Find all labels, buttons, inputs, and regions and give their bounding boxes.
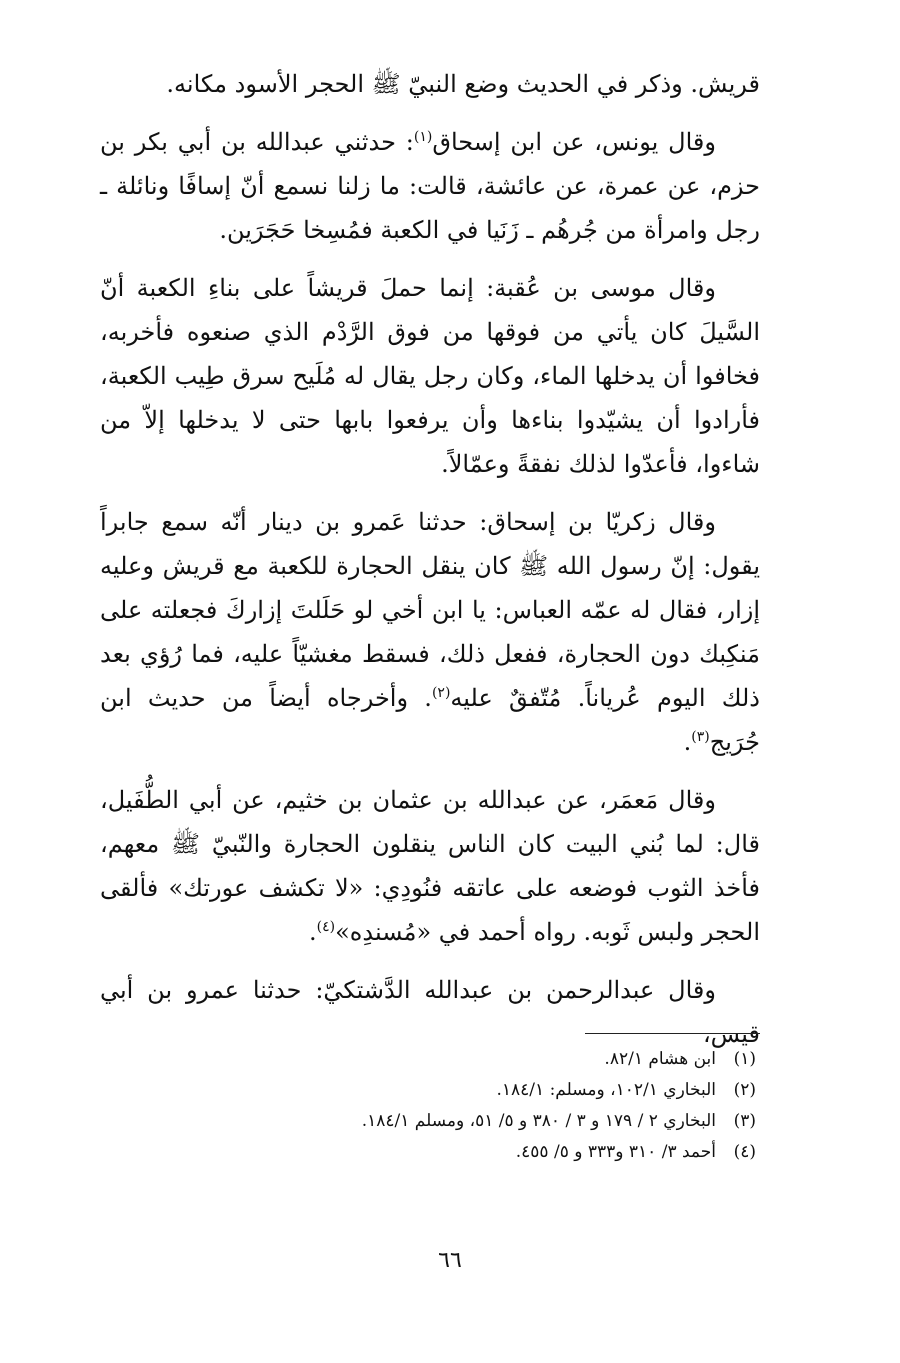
footnote-marker[interactable]: (١)	[413, 129, 433, 145]
footnotes	[100, 1044, 760, 1168]
footnote	[100, 1106, 760, 1137]
footnote-text: ابن هشام ٨٢/١.	[604, 1049, 716, 1069]
paragraph	[100, 62, 760, 106]
paragraph	[100, 266, 760, 486]
footnote-number: (١)	[733, 1049, 756, 1069]
paragraph-text: وقال عبدالرحمن بن عبدالله الدَّشتكيّ: حدثنا عمرو بن أبي قيس،	[100, 976, 760, 1048]
paragraph-text: وقال موسى بن عُقبة: إنما حملَ قريشاً على بناءِ الكعبة أنّ السَّيلَ كان يأتي من فوقها من فوق الرَّدْم الذي صنعوه فأخربه، فخافوا أن يدخلها الماء، وكان رجل يقال له مُلَيح سرق طِيب الكعبة، فأرادوا أن يشيّدوا بناءها وأن يرفعوا بابها حتى لا يدخلها إلاّ من شاءوا، فأعدّوا لذلك نفقةً وعمّالاً.	[100, 274, 760, 478]
footnote-number: (٤)	[733, 1142, 756, 1162]
paragraph	[100, 120, 760, 252]
paragraph-text: قريش. وذكر في الحديث وضع النبيّ ﷺ الحجر الأسود مكانه.	[166, 70, 760, 98]
footnote	[100, 1075, 760, 1106]
footnote	[100, 1044, 760, 1075]
footnote-number: (٣)	[733, 1111, 756, 1131]
paragraph-text: وقال زكريّا بن إسحاق: حدثنا عَمرو بن دينار أنّه سمع جابراً يقول: إنّ رسول الله ﷺ كان ينقل الحجارة للكعبة مع قريش وعليه إزار، فقال له عمّه العباس: يا ابن أخي لو حَلَلتَ إزاركَ فجعلته على مَنكِبك دون الحجارة، ففعل ذلك، فسقط مغشيّاً عليه، فما رُؤي بعد ذلك اليوم عُرياناً. مُتّفقٌ عليه	[100, 508, 760, 712]
paragraph-text: .	[308, 918, 317, 946]
paragraph	[100, 968, 760, 1056]
footnote-text: البخاري ١٠٢/١، ومسلم: ١٨٤/١.	[496, 1080, 716, 1100]
footnote-marker[interactable]: (٣)	[691, 729, 710, 745]
footnote-number: (٢)	[733, 1080, 756, 1100]
footnote-divider	[585, 1033, 760, 1034]
paragraph	[100, 500, 760, 764]
paragraph-text: وقال مَعمَر، عن عبدالله بن عثمان بن خثيم، عن أبي الطُّفَيل، قال: لما بُني البيت كان الناس ينقلون الحجارة والنّبيّ ﷺ معهم، فأخذ الثوب فوضعه على عاتقه فنُودِي: «لا تكشف عورتك» فألقى الحجر ولبس ثَوبه. رواه أحمد في «مُسندِه»	[100, 786, 760, 946]
paragraph-text: : حدثني عبدالله بن أبي بكر بن حزم، عن عمرة، عن عائشة، قالت: ما زلنا نسمع أنّ إسافًا ونائلة ـ رجل وامرأة من جُرهُم ـ زَنَيا في الكعبة فمُسِخا حَجَرَين.	[100, 128, 760, 244]
footnote-marker[interactable]: (٢)	[431, 685, 451, 701]
page-number: ٦٦	[438, 1248, 462, 1273]
footnote-text: أحمد ٣/ ٣١٠ و٣٣٣ و ٥/ ٤٥٥.	[515, 1142, 716, 1162]
main-text	[100, 62, 760, 1070]
paragraph	[100, 778, 760, 954]
footnote	[100, 1137, 760, 1168]
footnote-text: البخاري ٢ / ١٧٩ و ٣ / ٣٨٠ و ٥/ ٥١، ومسلم ١٨٤/١.	[361, 1111, 716, 1131]
paragraph-text: . وأخرجاه أيضاً من حديث ابن جُرَيج	[100, 684, 760, 756]
paragraph-text: وقال يونس، عن ابن إسحاق	[432, 128, 716, 156]
paragraph-text: .	[683, 728, 692, 756]
footnote-marker[interactable]: (٤)	[316, 919, 336, 935]
